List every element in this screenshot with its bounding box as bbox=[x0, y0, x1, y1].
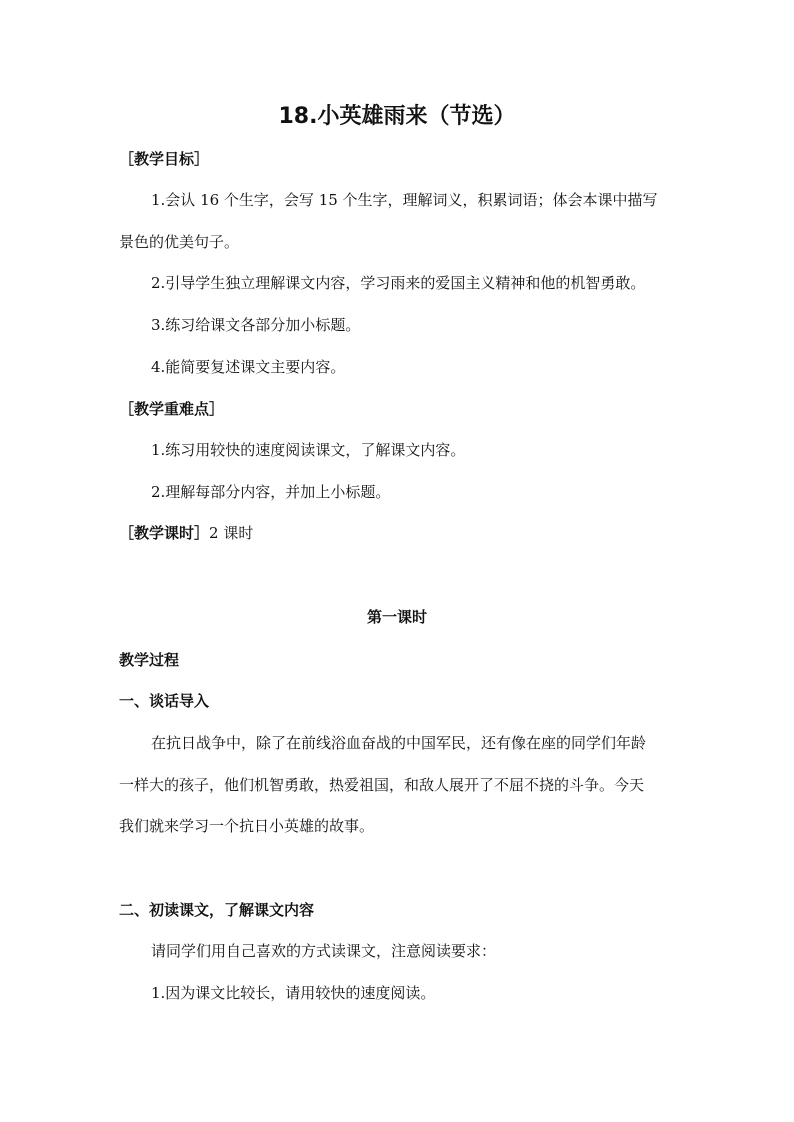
objective-item-4: 4.能简要复述课文主要内容。 bbox=[151, 358, 346, 376]
intro-paragraph-line-1: 在抗日战争中，除了在前线浴血奋战的中国军民，还有像在座的同学们年龄 bbox=[151, 734, 647, 752]
key-points-heading: ［教学重难点］ bbox=[119, 400, 225, 418]
section-heading-first-reading: 二、初读课文，了解课文内容 bbox=[119, 901, 315, 919]
objective-item-1-cont: 景色的优美句子。 bbox=[119, 233, 240, 251]
objective-item-1: 1.会认 16 个生字，会写 15 个生字，理解词义，积累词语；体会本课中描写 bbox=[151, 191, 658, 209]
section-heading-intro: 一、谈话导入 bbox=[119, 692, 210, 710]
reading-paragraph-line-1: 请同学们用自己喜欢的方式读课文，注意阅读要求： bbox=[151, 942, 497, 960]
reading-paragraph-line-2: 1.因为课文比较长，请用较快的速度阅读。 bbox=[151, 984, 436, 1002]
lesson-heading: 第一课时 bbox=[366, 608, 427, 626]
class-hours-value: 2 课时 bbox=[209, 524, 254, 542]
intro-paragraph-line-2: 一样大的孩子，他们机智勇敢，热爱祖国，和敌人展开了不屈不挠的斗争。今天 bbox=[119, 776, 645, 794]
key-point-item-2: 2.理解每部分内容，并加上小标题。 bbox=[151, 483, 391, 501]
objective-item-3: 3.练习给课文各部分加小标题。 bbox=[151, 316, 361, 334]
class-hours-heading: ［教学课时］ bbox=[119, 524, 210, 542]
key-point-item-1: 1.练习用较快的速度阅读课文，了解课文内容。 bbox=[151, 441, 466, 459]
objective-item-2: 2.引导学生独立理解课文内容，学习雨来的爱国主义精神和他的机智勇敢。 bbox=[151, 274, 646, 292]
document-title: 18.小英雄雨来（节选） bbox=[278, 104, 516, 129]
class-hours-line bbox=[119, 522, 699, 544]
intro-paragraph-line-3: 我们就来学习一个抗日小英雄的故事。 bbox=[119, 817, 375, 835]
process-heading: 教学过程 bbox=[119, 651, 180, 669]
objectives-heading: ［教学目标］ bbox=[119, 150, 210, 168]
